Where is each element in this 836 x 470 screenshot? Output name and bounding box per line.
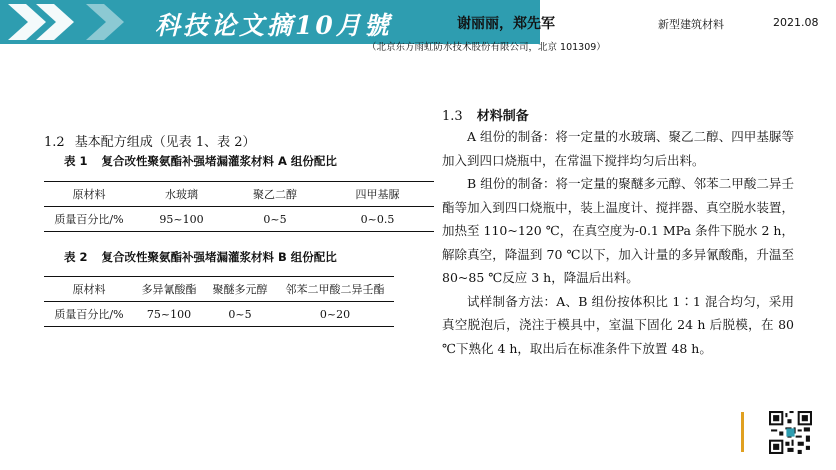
accent-bar bbox=[741, 412, 744, 452]
column-header: 原材料 bbox=[44, 277, 134, 302]
table-cell: 0~5 bbox=[204, 302, 276, 327]
column-header: 原材料 bbox=[44, 182, 134, 207]
table-cell: 质量百分比/% bbox=[44, 302, 134, 327]
table2 bbox=[44, 276, 394, 327]
section-title: 基本配方组成（见表 1、表 2） bbox=[74, 135, 256, 150]
section-title: 材料制备 bbox=[476, 109, 529, 124]
table2-title: 复合改性聚氨酯补强堵漏灌浆材料 B 组份配比 bbox=[101, 250, 337, 264]
column-header: 邻苯二甲酸二异壬酯 bbox=[276, 277, 394, 302]
column-header: 四甲基脲 bbox=[321, 182, 434, 207]
paragraph-a-component: A 组份的制备：将一定量的水玻璃、聚乙二醇、四甲基脲等加入到四口烧瓶中，在常温下搅拌均匀后出料。 bbox=[442, 129, 794, 168]
column-header: 水玻璃 bbox=[134, 182, 229, 207]
section-body bbox=[442, 125, 794, 360]
table1-caption bbox=[64, 153, 337, 169]
table1-number: 表 1 bbox=[64, 154, 88, 168]
banner-title: 科技论文摘10月號 bbox=[155, 11, 392, 40]
table1 bbox=[44, 181, 434, 232]
paragraph-sample-prep: 试样制备方法：A、B 组份按体积比 1∶1 混合均匀，采用真空脱泡后，浇注于模具中，室温下固化 24 h 后脱模，在 80 ℃下熟化 4 h，取出后在标准条件下放置 48 h。 bbox=[442, 293, 794, 356]
affiliation: （北京东方雨虹防水技术股份有限公司，北京 101309） bbox=[367, 42, 606, 53]
table-cell: 0~0.5 bbox=[321, 207, 434, 232]
authors: 谢丽丽，郑先军 bbox=[457, 16, 555, 32]
table-cell: 0~20 bbox=[276, 302, 394, 327]
section-heading-1-3 bbox=[442, 105, 529, 124]
section-number: 1.3 bbox=[442, 109, 463, 124]
table-row bbox=[44, 207, 434, 232]
table-header-row bbox=[44, 277, 394, 302]
table-cell: 质量百分比/% bbox=[44, 207, 134, 232]
section-heading-1-2 bbox=[44, 131, 256, 150]
table-cell: 95~100 bbox=[134, 207, 229, 232]
column-header: 聚醚多元醇 bbox=[204, 277, 276, 302]
section-number: 1.2 bbox=[44, 135, 65, 150]
paragraph-b-component: B 组份的制备：将一定量的聚醚多元醇、邻苯二甲酸二异壬酯等加入到四口烧瓶中，装上温度计、搅拌器、真空脱水装置，加热至 110~120 ℃，在真空度为-0.1 MPa 条件下脱水 2 h，解除真空，降温到 70 ℃以下，加入计量的多异氰酸酯，升温至 80~85 ℃反应 3 h，降温后出料。 bbox=[442, 176, 794, 285]
table-row bbox=[44, 302, 394, 327]
column-header: 聚乙二醇 bbox=[229, 182, 321, 207]
page-header bbox=[0, 0, 836, 52]
column-header: 多异氰酸酯 bbox=[134, 277, 204, 302]
table2-number: 表 2 bbox=[64, 250, 88, 264]
table1-title: 复合改性聚氨酯补强堵漏灌浆材料 A 组份配比 bbox=[101, 154, 337, 168]
table-header-row bbox=[44, 182, 434, 207]
issue-date: 2021.08 bbox=[773, 16, 819, 29]
table-cell: 0~5 bbox=[229, 207, 321, 232]
journal-name: 新型建筑材料 bbox=[658, 18, 724, 31]
chevron-decor-icon bbox=[86, 4, 136, 40]
table-cell: 75~100 bbox=[134, 302, 204, 327]
table2-caption bbox=[64, 249, 337, 265]
chevron-right-icon bbox=[8, 4, 78, 40]
qr-code-icon bbox=[769, 411, 812, 454]
